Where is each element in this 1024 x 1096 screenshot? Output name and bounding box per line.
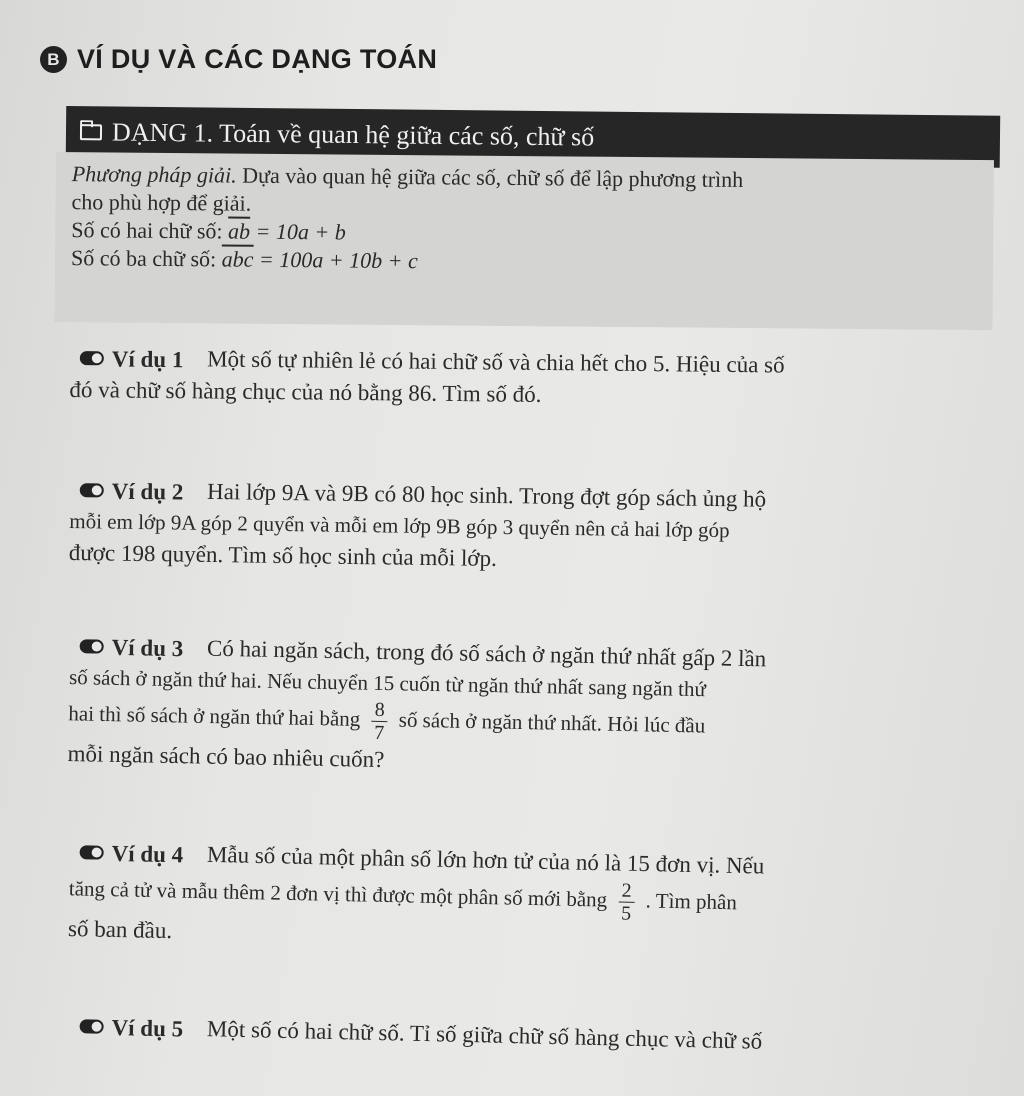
example-2-line-1: Hai lớp 9A và 9B có 80 học sinh. Trong đợt góp sách ủng hộ [206, 478, 767, 512]
folder-icon [80, 124, 102, 140]
example-2-label: Ví dụ 2 [80, 475, 184, 507]
example-marker-icon [80, 639, 104, 653]
example-4 [68, 836, 970, 962]
example-marker-icon [79, 1019, 103, 1034]
example-5 [69, 1010, 969, 1062]
example-3 [67, 630, 969, 786]
example-4-label: Ví dụ 4 [79, 837, 183, 870]
dang-title: DẠNG 1. Toán về quan hệ giữa các số, chữ số [111, 117, 595, 152]
two-digit-expr: = 10a + b [255, 218, 346, 245]
example-marker-icon [80, 351, 104, 365]
example-3-line-3: hai thì số sách ở ngăn thứ hai bằng $\frac{8}{7}$ số sách ở ngăn thứ nhất. Hỏi lúc đầu [68, 698, 706, 744]
example-3-line-4: mỗi ngăn sách có bao nhiêu cuốn? [67, 740, 385, 772]
section-badge: B [40, 46, 67, 73]
two-digit-var: $\overline{ab}$ [227, 218, 251, 244]
method-text-2: cho phù hợp để giải. [71, 189, 252, 216]
example-4-line-2: tăng cả tử và mẫu thêm 2 đơn vị thì được một phân số mới bằng $\frac{2}{5}$ . Tìm phân [68, 875, 738, 925]
method-text-1: Dựa vào quan hệ giữa các số, chữ số để lập phương trình [242, 162, 744, 192]
fraction-8-7: $\frac{8}{7}$ [371, 698, 388, 743]
method-title: Phương pháp giải. [71, 161, 237, 188]
example-4-line-3: số ban đầu. [67, 915, 173, 943]
example-2 [69, 474, 970, 580]
three-digit-expr: = 100a + 10b + c [258, 246, 418, 274]
example-1 [69, 342, 970, 414]
example-5-line-1: Một số có hai chữ số. Tỉ số giữa chữ số hàng chục và chữ số [206, 1016, 763, 1054]
example-1-line-2: đó và chữ số hàng chục của nó bằng 86. Tìm số đó. [69, 376, 542, 407]
section-heading [40, 44, 437, 75]
example-3-label: Ví dụ 3 [79, 631, 183, 664]
example-1-line-1: Một số tự nhiên lẻ có hai chữ số và chia hết cho 5. Hiệu của số [207, 346, 785, 378]
two-digit-label: Số có hai chữ số: [71, 217, 223, 244]
three-digit-var: $\overline{abc}$ [221, 246, 254, 272]
example-4-line-1: Mẫu số của một phân số lớn hơn tử của nó là 15 đơn vị. Nếu [206, 841, 765, 879]
method-box [55, 152, 994, 330]
three-digit-label: Số có ba chữ số: [70, 245, 217, 272]
fraction-2-5: $\frac{2}{5}$ [618, 879, 635, 924]
example-marker-icon [80, 483, 104, 497]
example-2-line-2: mỗi em lớp 9A góp 2 quyển và mỗi em lớp 9B góp 3 quyển nên cả hai lớp góp [69, 508, 730, 542]
example-1-label: Ví dụ 1 [80, 343, 184, 375]
example-3-line-1: Có hai ngăn sách, trong đó số sách ở ngăn thứ nhất gấp 2 lần [206, 635, 767, 672]
section-title-text: VÍ DỤ VÀ CÁC DẠNG TOÁN [77, 44, 438, 74]
example-3-line-2: số sách ở ngăn thứ hai. Nếu chuyển 15 cuốn từ ngăn thứ nhất sang ngăn thứ [68, 664, 707, 701]
example-2-line-3: được 198 quyển. Tìm số học sinh của mỗi lớp. [68, 539, 498, 571]
example-5-label: Ví dụ 5 [79, 1011, 183, 1044]
example-marker-icon [80, 845, 104, 859]
